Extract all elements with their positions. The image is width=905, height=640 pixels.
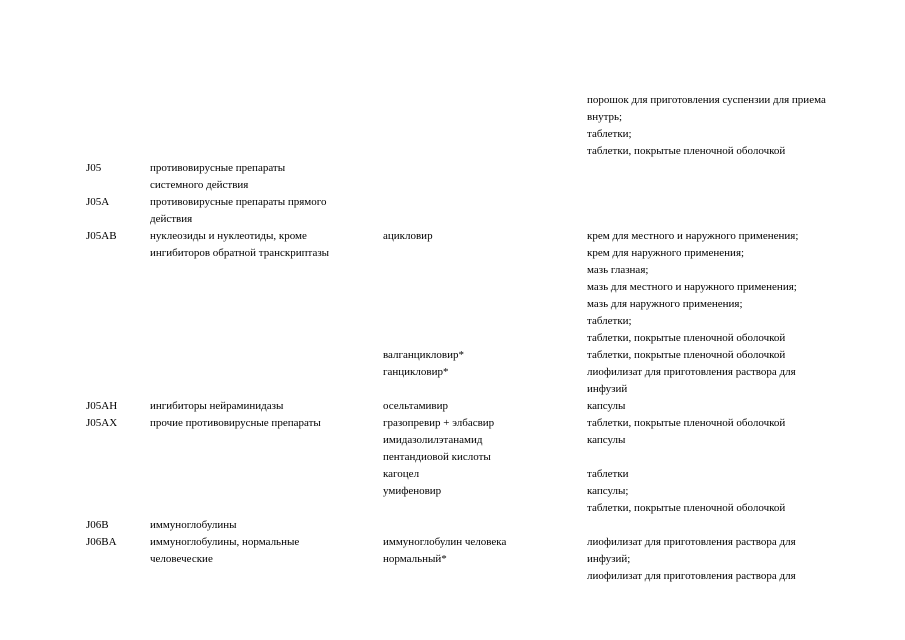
atc-group-name: ингибиторы нейраминидазы <box>150 400 284 412</box>
drug-name: гразопревир + элбасвир <box>383 417 495 429</box>
dosage-form-line: таблетки, покрытые пленочной оболочкой <box>587 145 786 157</box>
dosage-form-line: крем для местного и наружного применения; <box>587 230 799 242</box>
atc-code: J05AB <box>86 230 117 242</box>
dosage-form-line: лиофилизат для приготовления раствора для <box>587 536 796 548</box>
drug-name: умифеновир <box>383 485 442 497</box>
atc-group-name: нуклеозиды и нуклеотиды, кроме <box>150 230 307 242</box>
atc-group-name: ингибиторов обратной транскриптазы <box>150 247 330 259</box>
dosage-form-line: крем для наружного применения; <box>587 247 745 259</box>
dosage-form-line: внутрь; <box>587 111 623 123</box>
atc-code: J06BA <box>86 536 117 548</box>
drug-name: ацикловир <box>383 230 433 242</box>
atc-group-name: иммуноглобулины <box>150 519 237 531</box>
atc-group-name: действия <box>150 213 193 225</box>
dosage-form-line: мазь для наружного применения; <box>587 298 743 310</box>
atc-code: J06B <box>86 519 109 531</box>
dosage-form-line: таблетки, покрытые пленочной оболочкой <box>587 349 786 361</box>
atc-code: J05 <box>86 162 102 174</box>
drug-name: нормальный* <box>383 553 447 565</box>
dosage-form-line: капсулы <box>587 400 626 412</box>
drug-name: осельтамивир <box>383 400 449 412</box>
drug-name: имидазолилэтанамид <box>383 434 483 446</box>
dosage-form-line: лиофилизат для приготовления раствора для <box>587 570 796 582</box>
atc-group-name: противовирусные препараты прямого <box>150 196 327 208</box>
atc-group-name: человеческие <box>150 553 213 565</box>
atc-code: J05A <box>86 196 110 208</box>
drug-name: валганцикловир* <box>383 349 464 361</box>
dosage-form-line: капсулы <box>587 434 626 446</box>
drug-name: иммуноглобулин человека <box>383 536 507 548</box>
dosage-form-line: мазь глазная; <box>587 264 649 276</box>
dosage-form-line: таблетки; <box>587 315 632 327</box>
dosage-form-line: таблетки; <box>587 128 632 140</box>
dosage-form-line: капсулы; <box>587 485 629 497</box>
dosage-form-line: инфузий; <box>587 553 631 565</box>
atc-code: J05AX <box>86 417 118 429</box>
drug-name: пентандиовой кислоты <box>383 451 491 463</box>
dosage-form-line: порошок для приготовления суспензии для приема <box>587 94 826 106</box>
atc-group-name: прочие противовирусные препараты <box>150 417 321 429</box>
dosage-form-line: лиофилизат для приготовления раствора для <box>587 366 796 378</box>
dosage-form-line: таблетки, покрытые пленочной оболочкой <box>587 417 786 429</box>
dosage-form-line: мазь для местного и наружного применения; <box>587 281 797 293</box>
dosage-form-line: инфузий <box>587 383 628 395</box>
atc-group-name: противовирусные препараты <box>150 162 286 174</box>
dosage-form-line: таблетки <box>587 468 629 480</box>
drug-name: ганцикловир* <box>383 366 449 378</box>
atc-group-name: иммуноглобулины, нормальные <box>150 536 300 548</box>
atc-group-name: системного действия <box>150 179 249 191</box>
drug-name: кагоцел <box>383 468 420 480</box>
atc-code: J05AH <box>86 400 118 412</box>
dosage-form-line: таблетки, покрытые пленочной оболочкой <box>587 502 786 514</box>
dosage-form-line: таблетки, покрытые пленочной оболочкой <box>587 332 786 344</box>
